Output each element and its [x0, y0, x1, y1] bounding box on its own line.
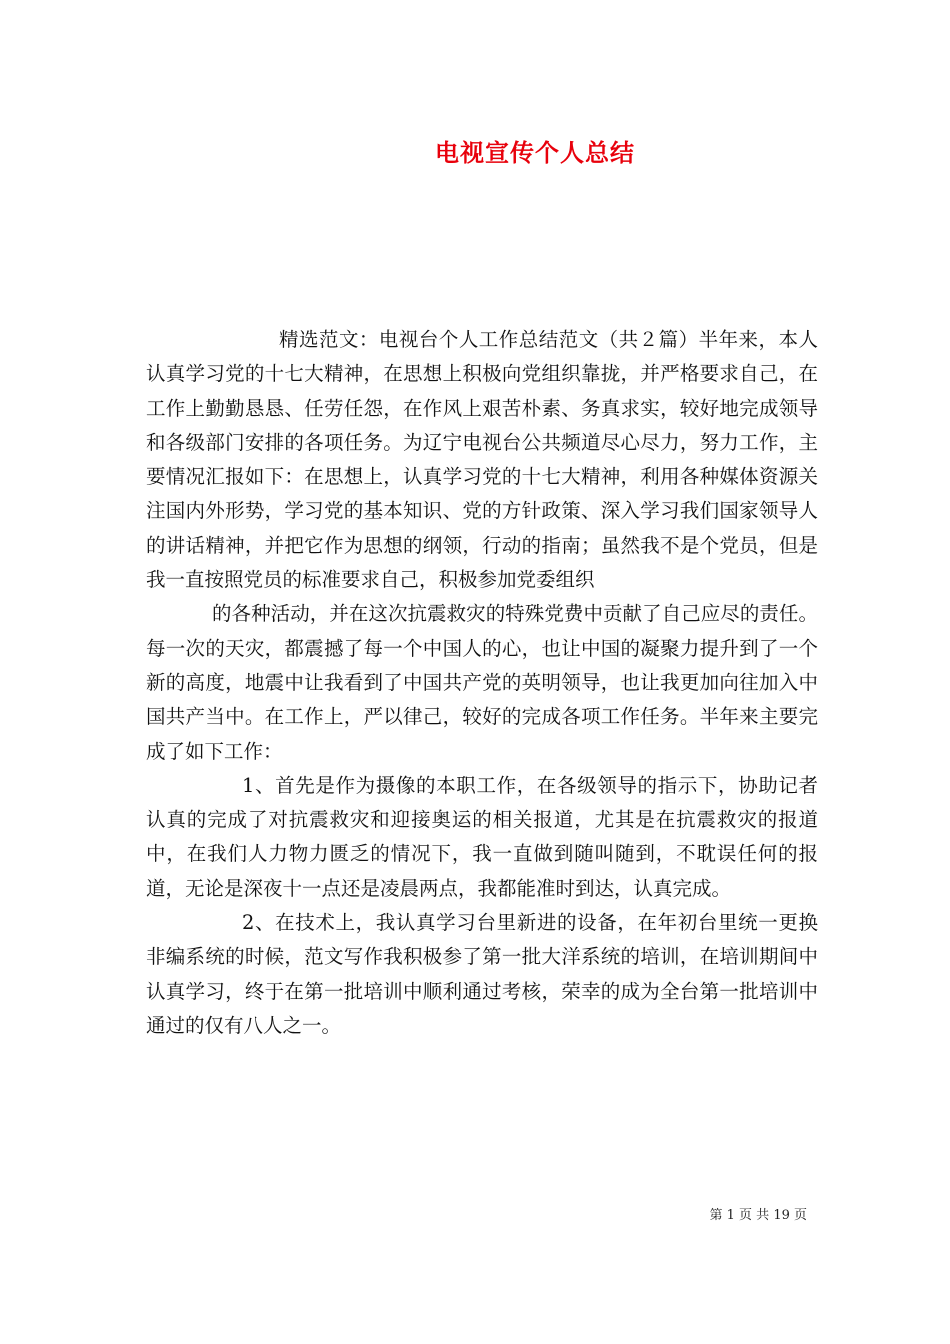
- paragraph-intro: 精选范文：电视台个人工作总结范文（共２篇）半年来，本人认真学习党的十七大精神，在思想上积极向党组织靠拢，并严格要求自己，在工作上勤勤恳恳、任劳任怨，在作风上艰苦朴素、务真求实，较好地完成领导和各级部门安排的各项任务。为辽宁电视台公共频道尽心尽力，努力工作，主要情况汇报如下：在思想上，认真学习党的十七大精神，利用各种媒体资源关注国内外形势，学习党的基本知识、党的方针政策、深入学习我们国家领导人的讲话精神，并把它作为思想的纲领，行动的指南；虽然我不是个党员，但是我一直按照党员的标准要求自己，积极参加党委组织: [146, 328, 818, 592]
- page-title: 电视宣传个人总结: [435, 138, 635, 167]
- paragraph-item-2: 2、在技术上，我认真学习台里新进的设备，在年初台里统一更换非编系统的时候，范文写作我积极参了第一批大洋系统的培训，在培训期间中认真学习，终于在第一批培训中顺利通过考核，荣幸的成为全台第一批培训中通过的仅有八人之一。: [146, 911, 818, 1037]
- body-text: [146, 323, 818, 1043]
- paragraph-item-1: 1、首先是作为摄像的本职工作，在各级领导的指示下，协助记者认真的完成了对抗震救灾和迎接奥运的相关报道，尤其是在抗震救灾的报道中，在我们人力物力匮乏的情况下，我一直做到随叫随到，不耽误任何的报道，无论是深夜十一点还是凌晨两点，我都能准时到达，认真完成。: [146, 773, 818, 900]
- paragraph-activities: 的各种活动，并在这次抗震救灾的特殊党费中贡献了自己应尽的责任。每一次的天灾，都震撼了每一个中国人的心，也让中国的凝聚力提升到了一个新的高度，地震中让我看到了中国共产党的英明领导，也让我更加向往加入中国共产当中。在工作上，严以律己，较好的完成各项工作任务。半年来主要完成了如下工作：: [146, 602, 818, 763]
- page-footer: 第 1 页 共 19 页: [709, 1208, 807, 1223]
